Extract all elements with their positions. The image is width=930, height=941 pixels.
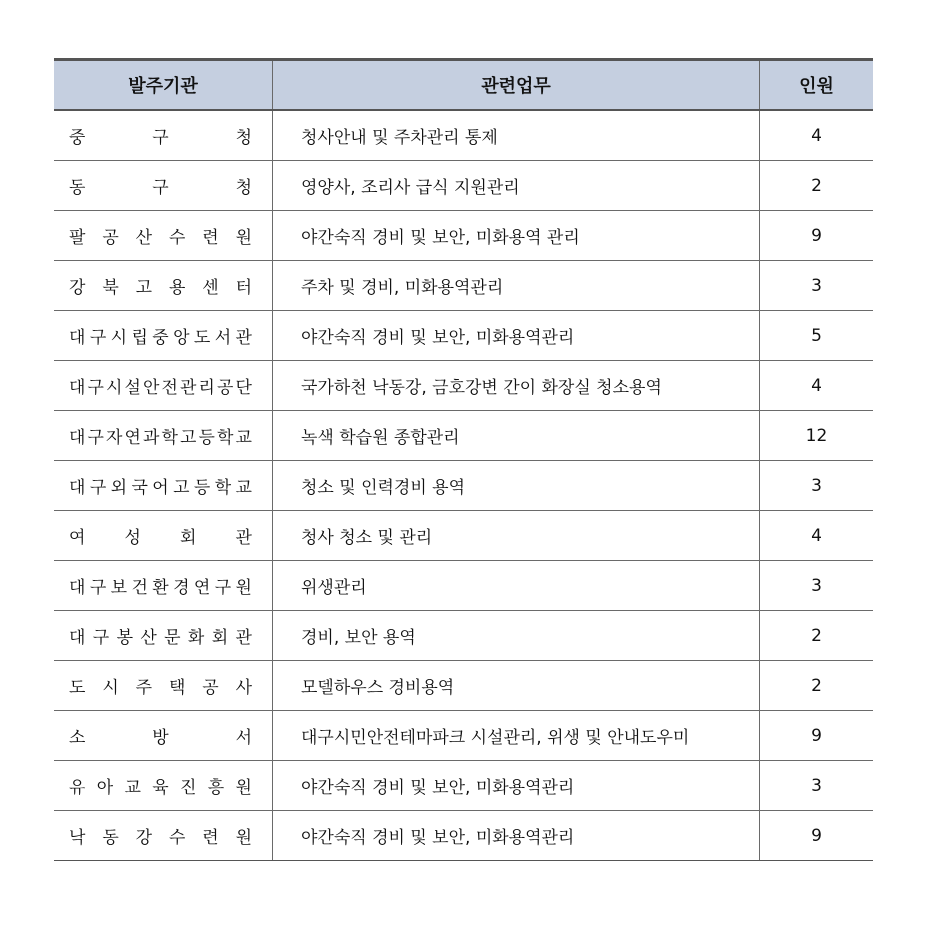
agency-char: 안 bbox=[143, 378, 160, 398]
header-count: 인원 bbox=[760, 60, 874, 111]
agency-cell bbox=[54, 761, 273, 811]
task-cell: 국가하천 낙동강, 금호강변 간이 화장실 청소용역 bbox=[273, 361, 760, 411]
agency-char: 공 bbox=[102, 228, 119, 248]
agency-char: 대 bbox=[69, 328, 86, 348]
agency-char: 구 bbox=[152, 128, 169, 148]
task-cell: 모델하우스 경비용역 bbox=[273, 661, 760, 711]
agency-char: 북 bbox=[102, 278, 119, 298]
agency-char: 련 bbox=[202, 228, 219, 248]
count-cell: 3 bbox=[760, 761, 874, 811]
table-row bbox=[54, 161, 873, 211]
table-row bbox=[54, 661, 873, 711]
agency-char: 진 bbox=[180, 778, 197, 798]
table-header-row bbox=[54, 60, 873, 111]
agency-char: 원 bbox=[235, 778, 252, 798]
agency-char: 팔 bbox=[69, 228, 86, 248]
table-body bbox=[54, 110, 873, 861]
agency-char: 연 bbox=[193, 578, 211, 598]
task-cell: 야간숙직 경비 및 보안, 미화용역관리 bbox=[273, 811, 760, 861]
agency-char: 수 bbox=[168, 828, 186, 848]
table-row bbox=[54, 110, 873, 161]
agency-char: 동 bbox=[102, 828, 119, 848]
agency-char: 시 bbox=[102, 678, 119, 698]
task-cell: 녹색 학습원 종합관리 bbox=[273, 411, 760, 461]
agency-char: 학 bbox=[161, 428, 178, 448]
agency-cell bbox=[54, 511, 273, 561]
agency-char: 중 bbox=[69, 128, 86, 148]
agency-char: 중 bbox=[152, 328, 169, 348]
agency-char: 학 bbox=[214, 478, 232, 498]
agency-char: 경 bbox=[173, 578, 190, 598]
agency-char: 화 bbox=[187, 628, 205, 648]
task-cell: 청소 및 인력경비 용역 bbox=[273, 461, 760, 511]
task-cell: 위생관리 bbox=[273, 561, 760, 611]
agency-char: 대 bbox=[69, 378, 86, 398]
agency-char: 구 bbox=[92, 628, 110, 648]
agency-char: 대 bbox=[69, 628, 86, 648]
agency-char: 공 bbox=[202, 678, 219, 698]
agency-name bbox=[69, 723, 252, 748]
agency-char: 수 bbox=[168, 228, 186, 248]
agency-char: 동 bbox=[69, 178, 86, 198]
agency-char: 보 bbox=[110, 578, 128, 598]
table-row bbox=[54, 611, 873, 661]
agency-char: 고 bbox=[135, 278, 153, 298]
agency-char: 택 bbox=[168, 678, 186, 698]
agency-cell bbox=[54, 461, 273, 511]
agency-char: 소 bbox=[69, 728, 86, 748]
count-cell: 3 bbox=[760, 261, 874, 311]
agency-name bbox=[69, 623, 252, 648]
count-cell: 3 bbox=[760, 561, 874, 611]
agency-char: 도 bbox=[193, 328, 211, 348]
agency-char: 관 bbox=[235, 328, 252, 348]
agency-char: 구 bbox=[152, 178, 169, 198]
agency-name bbox=[69, 523, 252, 548]
agency-char: 사 bbox=[235, 678, 252, 698]
agency-char: 등 bbox=[198, 428, 215, 448]
agency-name bbox=[69, 123, 252, 148]
agency-char: 터 bbox=[235, 278, 252, 298]
agency-char: 교 bbox=[235, 428, 252, 448]
count-cell: 4 bbox=[760, 110, 874, 161]
count-cell: 9 bbox=[760, 211, 874, 261]
agency-char: 과 bbox=[143, 428, 160, 448]
agency-char: 대 bbox=[69, 428, 86, 448]
agency-char: 용 bbox=[168, 278, 186, 298]
agency-char: 회 bbox=[211, 628, 229, 648]
agency-char: 강 bbox=[135, 828, 153, 848]
agency-char: 회 bbox=[180, 528, 197, 548]
table-row bbox=[54, 761, 873, 811]
agency-char: 서 bbox=[235, 728, 252, 748]
count-cell: 2 bbox=[760, 161, 874, 211]
agency-char: 센 bbox=[202, 278, 219, 298]
agency-char: 구 bbox=[87, 378, 104, 398]
task-cell: 야간숙직 경비 및 보안, 미화용역 관리 bbox=[273, 211, 760, 261]
agency-char: 여 bbox=[69, 528, 86, 548]
count-cell: 12 bbox=[760, 411, 874, 461]
agency-char: 학 bbox=[217, 428, 234, 448]
agency-char: 립 bbox=[131, 328, 148, 348]
agency-char: 건 bbox=[131, 578, 148, 598]
task-cell: 청사 청소 및 관리 bbox=[273, 511, 760, 561]
agency-cell bbox=[54, 211, 273, 261]
agency-char: 구 bbox=[89, 328, 107, 348]
agency-char: 청 bbox=[235, 178, 252, 198]
agency-name bbox=[69, 273, 252, 298]
agency-name bbox=[69, 773, 252, 798]
header-task: 관련업무 bbox=[273, 60, 760, 111]
agency-cell bbox=[54, 361, 273, 411]
task-cell: 대구시민안전테마파크 시설관리, 위생 및 안내도우미 bbox=[273, 711, 760, 761]
agency-char: 설 bbox=[124, 378, 141, 398]
count-cell: 2 bbox=[760, 661, 874, 711]
agency-char: 자 bbox=[106, 428, 123, 448]
agency-char: 흥 bbox=[207, 778, 225, 798]
count-cell: 2 bbox=[760, 611, 874, 661]
agency-char: 앙 bbox=[173, 328, 190, 348]
agency-char: 도 bbox=[69, 678, 86, 698]
task-cell: 경비, 보안 용역 bbox=[273, 611, 760, 661]
agency-char: 구 bbox=[214, 578, 232, 598]
count-cell: 4 bbox=[760, 511, 874, 561]
agency-char: 고 bbox=[173, 478, 190, 498]
task-cell: 야간숙직 경비 및 보안, 미화용역관리 bbox=[273, 311, 760, 361]
agency-char: 국 bbox=[131, 478, 148, 498]
agency-char: 어 bbox=[152, 478, 169, 498]
agency-cell bbox=[54, 561, 273, 611]
agency-char: 관 bbox=[235, 628, 252, 648]
agency-char: 교 bbox=[235, 478, 252, 498]
agency-char: 청 bbox=[235, 128, 252, 148]
agency-name bbox=[69, 423, 252, 448]
agency-char: 환 bbox=[152, 578, 169, 598]
agency-name bbox=[69, 223, 252, 248]
agency-char: 성 bbox=[124, 528, 141, 548]
agency-char: 아 bbox=[96, 778, 114, 798]
agency-char: 단 bbox=[235, 378, 252, 398]
table-row bbox=[54, 561, 873, 611]
agency-name bbox=[69, 573, 252, 598]
agency-char: 연 bbox=[124, 428, 141, 448]
agency-name bbox=[69, 323, 252, 348]
agency-char: 서 bbox=[214, 328, 232, 348]
agency-char: 전 bbox=[161, 378, 178, 398]
agency-char: 산 bbox=[135, 228, 153, 248]
contract-table bbox=[54, 58, 873, 861]
table-row bbox=[54, 211, 873, 261]
agency-cell bbox=[54, 110, 273, 161]
task-cell: 주차 및 경비, 미화용역관리 bbox=[273, 261, 760, 311]
agency-char: 방 bbox=[152, 728, 169, 748]
task-cell: 야간숙직 경비 및 보안, 미화용역관리 bbox=[273, 761, 760, 811]
agency-cell bbox=[54, 661, 273, 711]
count-cell: 9 bbox=[760, 711, 874, 761]
table-row bbox=[54, 811, 873, 861]
agency-char: 관 bbox=[235, 528, 252, 548]
agency-char: 교 bbox=[124, 778, 141, 798]
agency-cell bbox=[54, 311, 273, 361]
agency-char: 시 bbox=[106, 378, 123, 398]
agency-name bbox=[69, 373, 252, 398]
agency-char: 원 bbox=[235, 578, 252, 598]
agency-char: 산 bbox=[140, 628, 157, 648]
agency-char: 등 bbox=[193, 478, 211, 498]
agency-char: 유 bbox=[69, 778, 86, 798]
agency-char: 봉 bbox=[116, 628, 133, 648]
agency-char: 관 bbox=[180, 378, 197, 398]
agency-char: 구 bbox=[89, 478, 107, 498]
agency-name bbox=[69, 823, 252, 848]
agency-char: 련 bbox=[202, 828, 219, 848]
table-row bbox=[54, 511, 873, 561]
agency-cell bbox=[54, 161, 273, 211]
agency-cell bbox=[54, 811, 273, 861]
agency-char: 외 bbox=[110, 478, 128, 498]
agency-cell bbox=[54, 261, 273, 311]
task-cell: 영양사, 조리사 급식 지원관리 bbox=[273, 161, 760, 211]
count-cell: 3 bbox=[760, 461, 874, 511]
agency-char: 강 bbox=[69, 278, 86, 298]
agency-char: 구 bbox=[89, 578, 107, 598]
agency-char: 육 bbox=[152, 778, 169, 798]
table-row bbox=[54, 711, 873, 761]
agency-cell bbox=[54, 711, 273, 761]
count-cell: 5 bbox=[760, 311, 874, 361]
agency-cell bbox=[54, 611, 273, 661]
count-cell: 9 bbox=[760, 811, 874, 861]
agency-char: 공 bbox=[217, 378, 234, 398]
agency-char: 원 bbox=[235, 228, 252, 248]
agency-char: 시 bbox=[110, 328, 128, 348]
table-row bbox=[54, 311, 873, 361]
table-row bbox=[54, 261, 873, 311]
table-row bbox=[54, 461, 873, 511]
table-row bbox=[54, 361, 873, 411]
agency-char: 원 bbox=[235, 828, 252, 848]
table-row bbox=[54, 411, 873, 461]
count-cell: 4 bbox=[760, 361, 874, 411]
agency-name bbox=[69, 173, 252, 198]
agency-char: 대 bbox=[69, 478, 86, 498]
agency-char: 고 bbox=[180, 428, 197, 448]
task-cell: 청사안내 및 주차관리 통제 bbox=[273, 110, 760, 161]
agency-name bbox=[69, 673, 252, 698]
agency-char: 구 bbox=[87, 428, 104, 448]
header-agency: 발주기관 bbox=[54, 60, 273, 111]
agency-char: 주 bbox=[135, 678, 153, 698]
agency-char: 문 bbox=[164, 628, 181, 648]
agency-char: 리 bbox=[198, 378, 215, 398]
agency-char: 대 bbox=[69, 578, 86, 598]
agency-cell bbox=[54, 411, 273, 461]
agency-char: 낙 bbox=[69, 828, 86, 848]
agency-name bbox=[69, 473, 252, 498]
